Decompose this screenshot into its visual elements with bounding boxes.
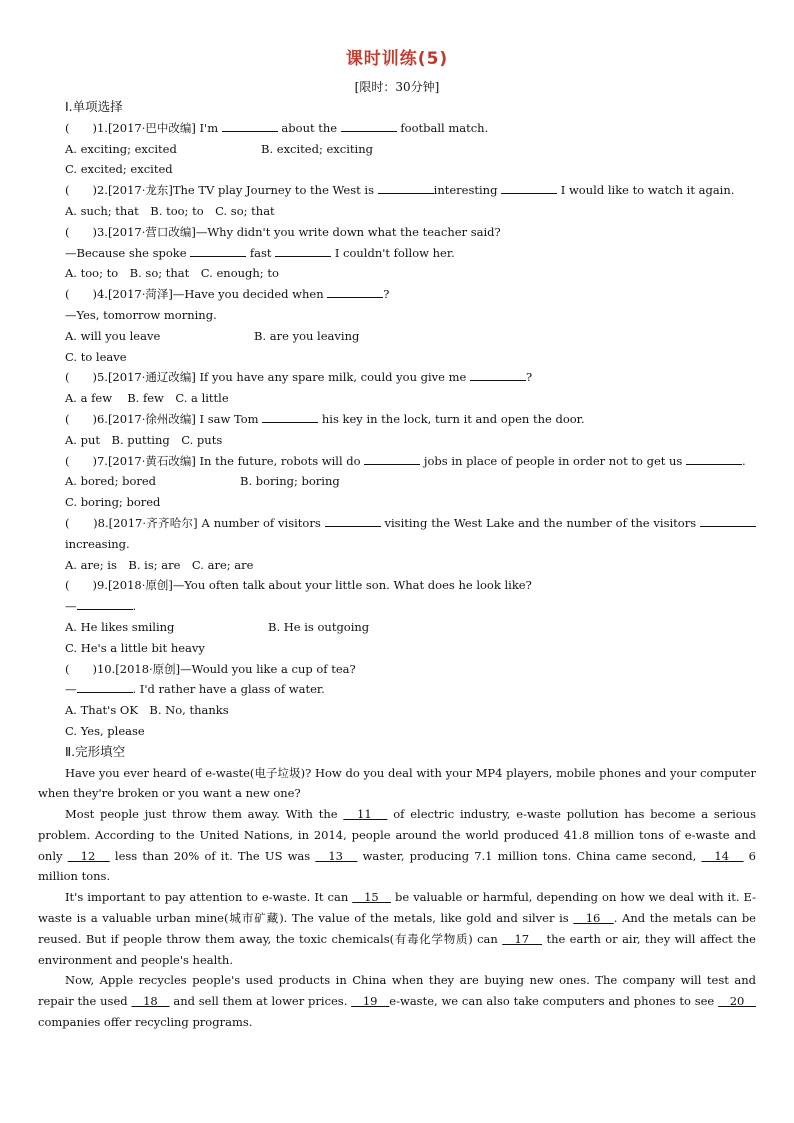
section-heading-multiple-choice: Ⅰ.单项选择: [65, 99, 123, 114]
question-2: ( )2.[2017·龙东]The TV play Journey to the West is interesting I would like to watch it again.: [65, 183, 735, 198]
cloze-blank-15: 15: [352, 890, 391, 905]
question-3-line2: —Because she spoke fast I couldn't follow her.: [65, 245, 455, 260]
cloze-paragraph-4: Now, Apple recycles people's used products in China when they are buying new ones. The company will test and repair the used 18 and sell them at lower prices. 19 e-waste, we can also take computers and phones to see 20 companies offer recycling programs.: [38, 973, 756, 1030]
question-5: ( )5.[2017·通辽改编] If you have any spare milk, could you give me ?: [65, 370, 533, 385]
options-row: A. bored; bored B. boring; boring: [65, 474, 340, 489]
cloze-blank-17: 17: [502, 931, 543, 946]
options-row: A. put B. putting C. puts: [65, 432, 223, 447]
options-row: A. will you leave B. are you leaving: [65, 328, 360, 343]
time-limit: [限时：30分钟]: [354, 80, 440, 94]
cloze-paragraph-1: Have you ever heard of e-waste(电子垃圾)? How do you deal with your MP4 players, mobile phones and your computer when they're broken or you want a new one?: [38, 765, 756, 801]
options-row: A. too; to B. so; that C. enough; to: [65, 266, 279, 281]
options-row: A. That's OK B. No, thanks: [65, 703, 229, 718]
answer-blank: [325, 515, 381, 527]
question-8: ( )8.[2017·齐齐哈尔] A number of visitors visiting the West Lake and the number of the visitors increasing.: [38, 513, 756, 555]
question-7: ( )7.[2017·黄石改编] In the future, robots will do jobs in place of people in order not to get us .: [65, 453, 746, 468]
cloze-blank-14: 14: [701, 848, 744, 863]
answer-blank: [327, 286, 383, 298]
options-row: A. are; is B. is; are C. are; are: [65, 557, 254, 572]
question-4-line2: —Yes, tomorrow morning.: [65, 307, 217, 322]
answer-blank: [77, 681, 133, 693]
cloze-blank-12: 12: [67, 848, 110, 863]
options-row: C. to leave: [65, 349, 127, 364]
options-row: A. exciting; excited B. excited; exciting: [65, 141, 373, 156]
options-row: C. excited; excited: [65, 162, 173, 177]
cloze-blank-20: 20: [718, 994, 756, 1009]
question-9: ( )9.[2018·原创]—You often talk about your little son. What does he look like?: [65, 578, 532, 593]
options-row: A. He likes smiling B. He is outgoing: [65, 619, 370, 634]
cloze-paragraph-3: It's important to pay attention to e-waste. It can 15 be valuable or harmful, depending on how we deal with it. E-waste is a valuable urban mine(城市矿藏). The value of the metals, like gold and silver is 16 . And the metals can be reused. But if people throw them away, the toxic chemicals(有毒化学物质) can 17 the earth or air, they will affect the environment and people's health.: [38, 890, 756, 967]
answer-blank: [686, 453, 742, 465]
question-10: ( )10.[2018·原创]—Would you like a cup of tea?: [65, 661, 356, 676]
cloze-blank-18: 18: [131, 994, 170, 1009]
question-6: ( )6.[2017·徐州改编] I saw Tom his key in the lock, turn it and open the door.: [65, 411, 585, 426]
question-3: ( )3.[2017·营口改编]—Why didn't you write down what the teacher said?: [65, 224, 501, 239]
answer-blank: [262, 411, 318, 423]
options-row: C. Yes, please: [65, 723, 145, 738]
cloze-blank-19: 19: [351, 994, 390, 1009]
section-heading-cloze: Ⅱ.完形填空: [65, 743, 126, 759]
options-row: C. He's a little bit heavy: [65, 640, 205, 655]
question-1: ( )1.[2017·巴中改编] I'm about the football match.: [65, 120, 489, 135]
answer-blank: [364, 453, 420, 465]
question-10-line2: — . I'd rather have a glass of water.: [65, 682, 325, 697]
worksheet-body: [38, 97, 756, 1033]
page-title: 课时训练(5): [345, 49, 449, 69]
answer-blank: [470, 369, 526, 381]
options-row: A. such; that B. too; to C. so; that: [65, 203, 275, 218]
cloze-blank-11: 11: [343, 807, 388, 822]
answer-blank: [501, 182, 557, 194]
answer-blank: [190, 245, 246, 257]
cloze-paragraph-2: Most people just throw them away. With the 11 of electric industry, e-waste pollution has become a serious problem. According to the United Nations, in 2014, people around the world produced 41.8 million tons of e-waste and only 12 less than 20% of it. The US was 13 waster, producing 7.1 million tons. China came second, 14 6 million tons.: [38, 807, 756, 884]
question-9-line2: — .: [65, 599, 137, 614]
answer-blank: [77, 598, 133, 610]
options-row: C. boring; bored: [65, 495, 161, 510]
cloze-blank-16: 16: [573, 911, 614, 926]
cloze-blank-13: 13: [315, 848, 358, 863]
answer-blank: [341, 120, 397, 132]
answer-blank: [222, 120, 278, 132]
question-4: ( )4.[2017·菏泽]—Have you decided when ?: [65, 287, 390, 302]
answer-blank: [700, 515, 756, 527]
answer-blank: [275, 245, 331, 257]
answer-blank: [378, 182, 434, 194]
options-row: A. a few B. few C. a little: [65, 391, 229, 406]
